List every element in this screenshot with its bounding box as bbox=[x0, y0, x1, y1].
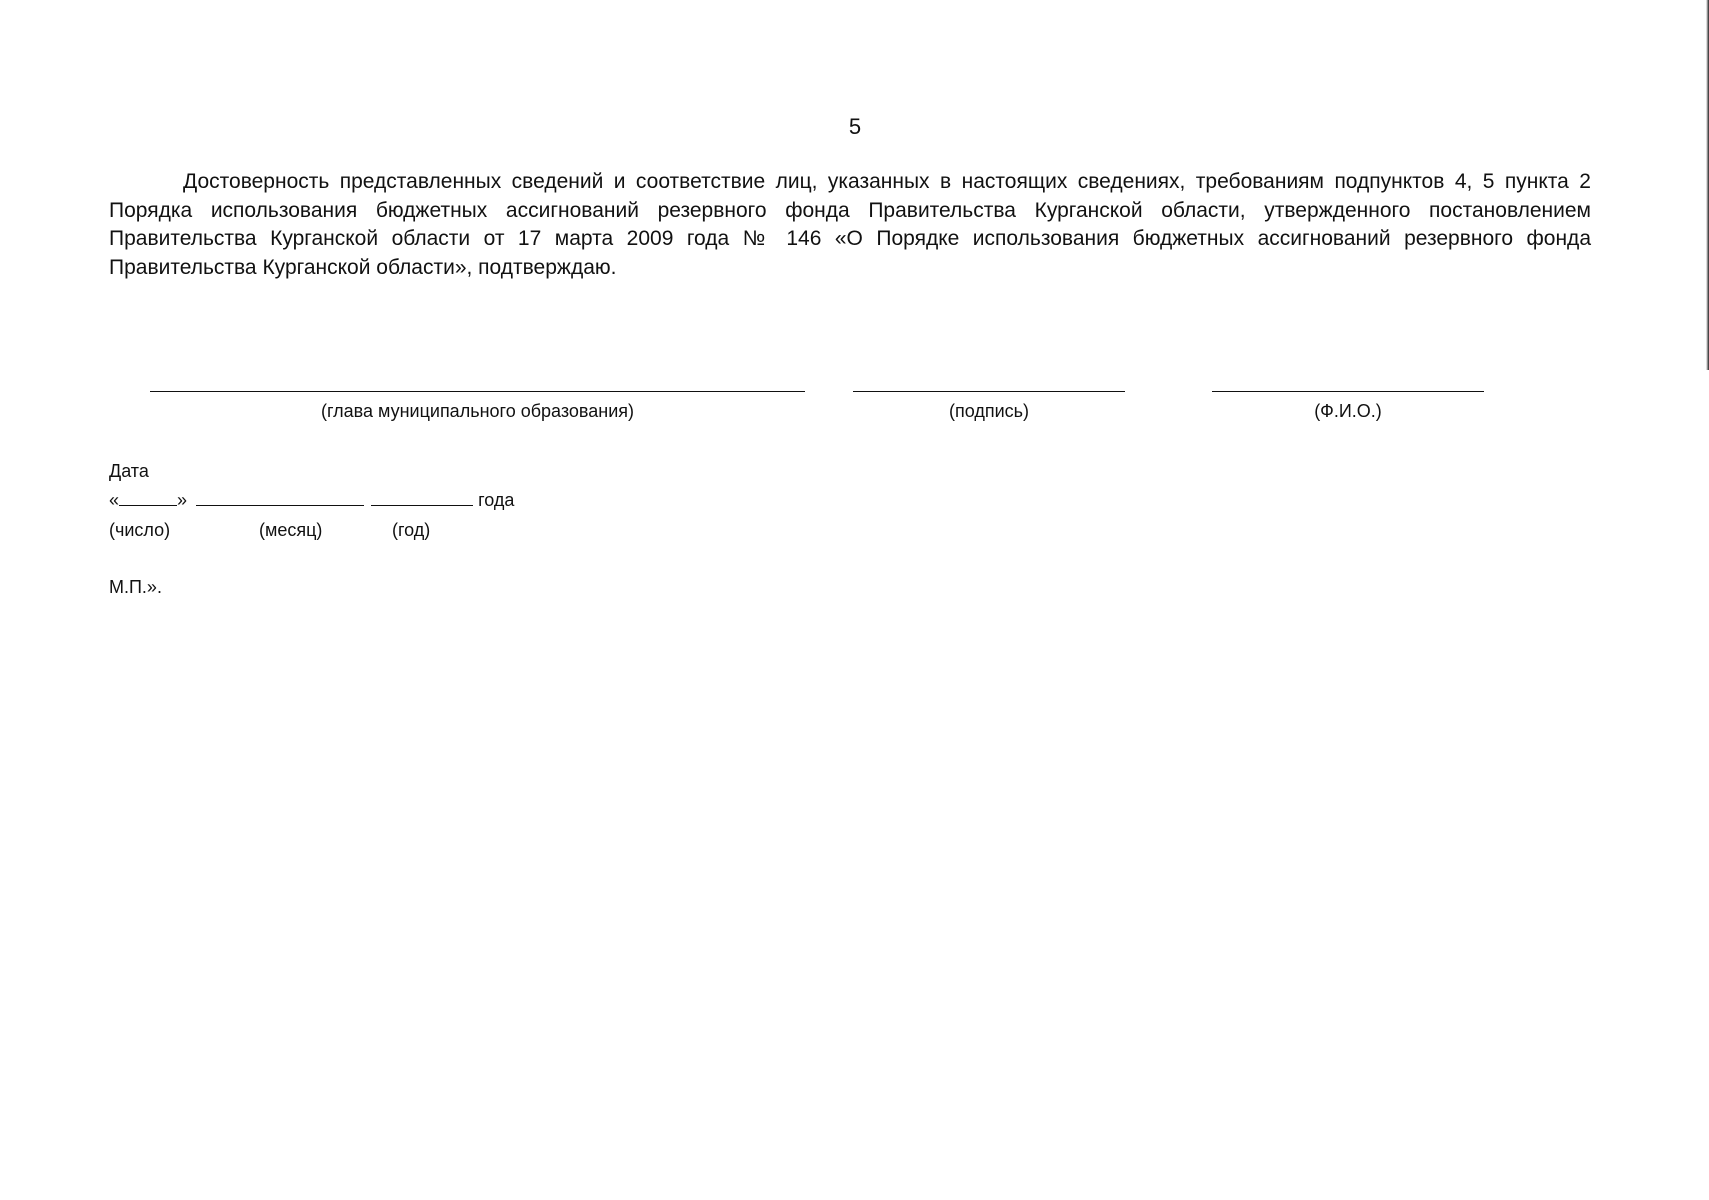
date-open-quote: « bbox=[109, 490, 120, 510]
name-line bbox=[1212, 391, 1484, 392]
year-caption: (год) bbox=[392, 520, 431, 540]
day-caption: (число) bbox=[109, 520, 171, 540]
seal-mark: М.П.». bbox=[109, 577, 162, 597]
name-caption: (Ф.И.О.) bbox=[1314, 401, 1382, 421]
date-close-quote: » bbox=[177, 490, 188, 510]
date-row bbox=[109, 490, 514, 511]
signature-line bbox=[853, 391, 1125, 392]
day-blank bbox=[119, 491, 177, 506]
date-label: Дата bbox=[109, 461, 149, 481]
certification-paragraph: Достоверность представленных сведений и соответствие лиц, указанных в настоящих сведениях, требованиям подпунктов 4, 5 пункта 2 Порядка использования бюджетных ассигнований резервного фонда Правительства Курганской области, утвержденного постановлением Правительства Курганской области от 17 марта 2009 года № 146 «О Порядке использования бюджетных ассигнований резервного фонда Правительства Курганской области», подтверждаю. bbox=[109, 170, 1591, 279]
month-caption: (месяц) bbox=[259, 520, 323, 540]
year-blank bbox=[371, 491, 473, 506]
head-caption: (глава муниципального образования) bbox=[320, 401, 635, 421]
head-signature-line bbox=[150, 391, 805, 392]
signature-caption: (подпись) bbox=[948, 401, 1030, 421]
year-word: года bbox=[478, 490, 515, 510]
page-number: 5 bbox=[848, 114, 862, 139]
month-blank bbox=[196, 491, 364, 506]
